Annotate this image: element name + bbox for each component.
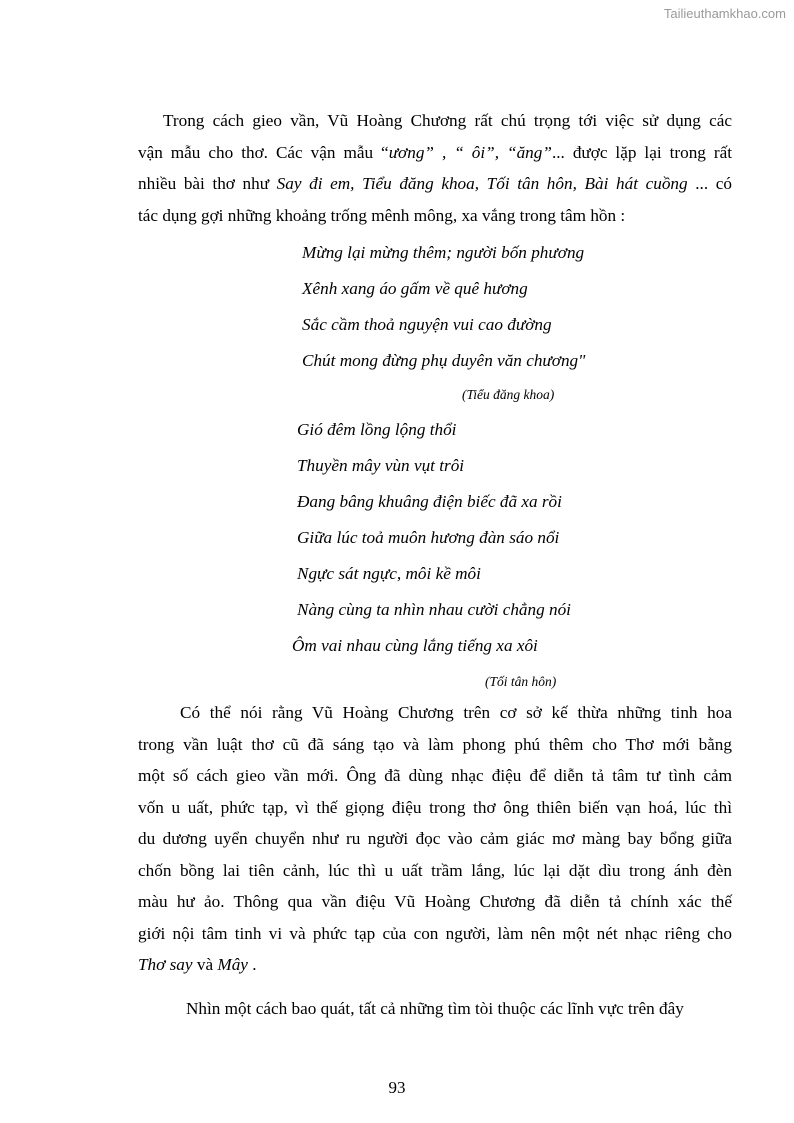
text-run: và <box>192 955 218 974</box>
paragraph-line: Trong cách gieo vần, Vũ Hoàng Chương rất chú trọng tới việc sử dụng các <box>163 111 732 130</box>
italic-run: Say đi em, Tiểu đăng khoa, Tối tân hôn, Bài hát cuồng <box>276 174 688 193</box>
text-run: ... có <box>687 174 732 193</box>
italic-run: Thơ say <box>138 955 193 974</box>
paragraph-line <box>138 168 732 200</box>
poem-line: Đang bâng khuâng điện biếc đã xa rồi <box>297 492 562 511</box>
paragraph-line: chốn bồng lai tiên cảnh, lúc thì u uất trầm lắng, lúc lại dặt dìu trong ánh đèn <box>138 860 732 880</box>
poem-line: Nàng cùng ta nhìn nhau cười chẳng nói <box>297 600 571 619</box>
paragraph-3 <box>138 993 732 1025</box>
poem-line: Sắc cầm thoả nguyện vui cao đường <box>302 315 552 334</box>
paragraph-line: vốn u uất, phức tạp, vì thế giọng điệu trong thơ ông thiên biến vạn hoá, lúc thì <box>138 797 732 817</box>
poem-line: Giữa lúc toả muôn hương đàn sáo nổi <box>297 528 560 547</box>
text-run: ... được lặp lại trong rất <box>551 142 732 162</box>
paragraph-1 <box>138 105 732 231</box>
poem-line: Chút mong đừng phụ duyên văn chương" <box>302 351 586 370</box>
poem-line: Ngực sát ngực, môi kề môi <box>297 564 481 583</box>
paragraph-line: một số cách gieo vần mới. Ông đã dùng nhạc điệu để diễn tả tâm tư tình cảm <box>138 766 732 785</box>
paragraph-line: trong vần luật thơ cũ đã sáng tạo và làm phong phú thêm cho Thơ mới bằng <box>138 734 732 754</box>
paragraph-line: giới nội tâm tinh vi và phức tạp của con người, làm nên một nét nhạc riêng cho <box>138 923 732 943</box>
paragraph-line: Có thể nói rằng Vũ Hoàng Chương trên cơ sở kế thừa những tinh hoa <box>180 703 732 722</box>
paragraph-line: màu hư ảo. Thông qua vần điệu Vũ Hoàng Chương đã diễn tả chính xác thế <box>138 892 732 911</box>
poem-toi-tan-hon <box>292 412 571 664</box>
text-run: vận mẫu cho thơ. Các vận mẫu “ <box>138 142 389 162</box>
paragraph-line <box>138 137 732 169</box>
text-run: nhiều bài thơ như <box>138 174 277 193</box>
italic-run: ương” , “ ôi”, “ăng” <box>388 142 552 162</box>
poem-line: Gió đêm lồng lộng thổi <box>297 420 457 439</box>
poem-tieu-dang-khoa <box>302 235 585 379</box>
poem-source: (Tối tân hôn) <box>485 674 557 689</box>
paragraph-line: tác dụng gợi những khoảng trống mênh mông, xa vắng trong tâm hồn : <box>138 205 626 225</box>
italic-run: Mây <box>217 955 248 974</box>
paragraph-line: Nhìn một cách bao quát, tất cả những tìm tòi thuộc các lĩnh vực trên đây <box>186 999 684 1018</box>
paragraph-line: du dương uyển chuyển như ru người đọc vào cảm giác mơ màng bay bổng giữa <box>138 829 732 848</box>
text-run: . <box>247 955 257 974</box>
poem-line: Mừng lại mừng thêm; người bốn phương <box>302 243 585 262</box>
poem-line: Xênh xang áo gấm về quê hương <box>302 279 528 298</box>
poem-line: Ôm vai nhau cùng lắng tiếng xa xôi <box>292 636 538 655</box>
watermark: Tailieuthamkhao.com <box>663 6 786 21</box>
poem-line: Thuyền mây vùn vụt trôi <box>297 456 465 475</box>
paragraph-2 <box>138 697 732 981</box>
paragraph-line <box>138 949 732 981</box>
page-number: 93 <box>388 1078 406 1097</box>
poem-source: (Tiểu đăng khoa) <box>462 387 555 402</box>
